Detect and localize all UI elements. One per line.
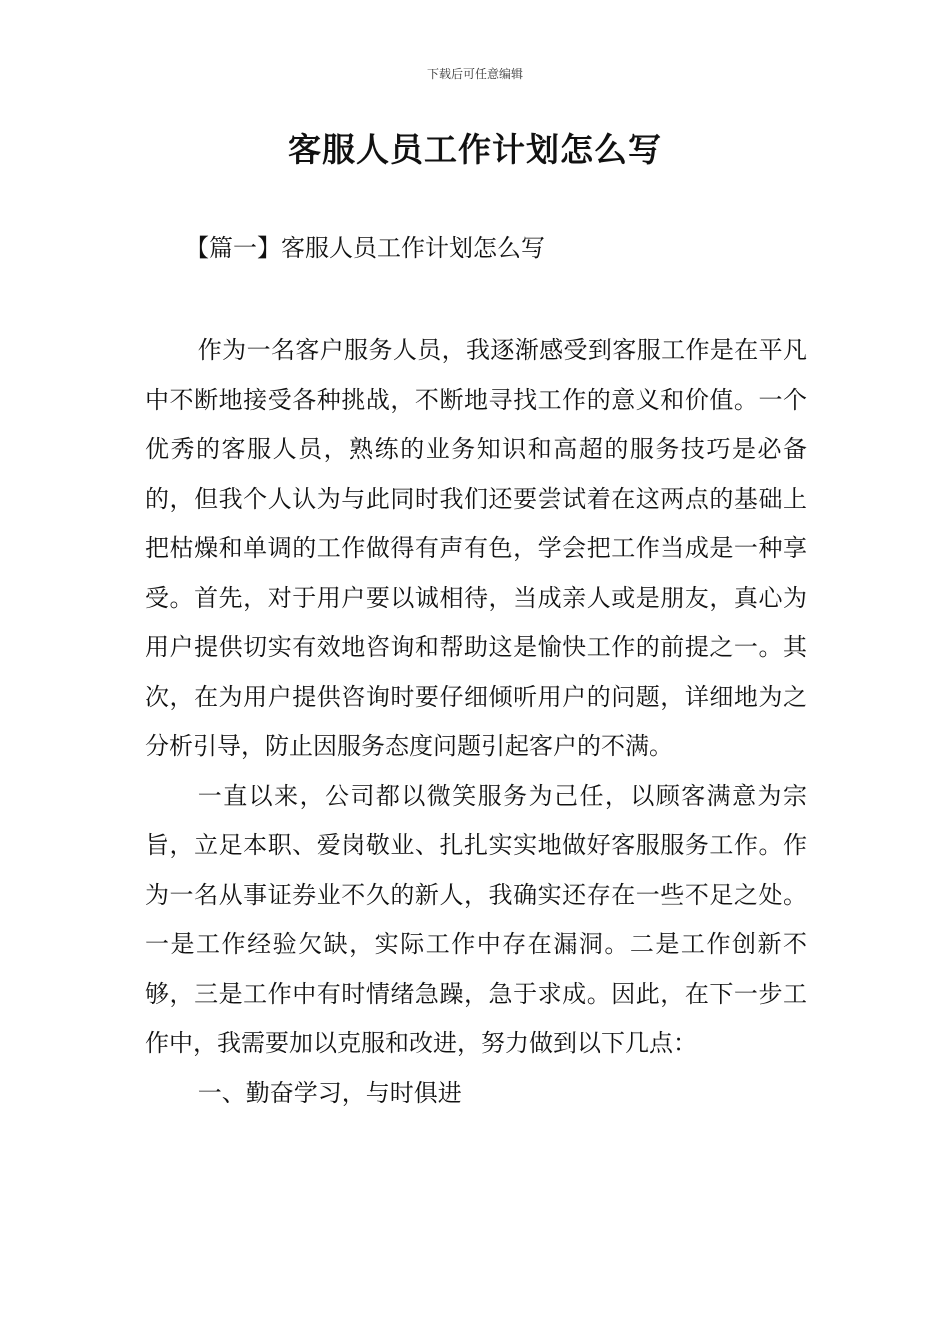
paragraph: 作为一名客户服务人员，我逐渐感受到客服工作是在平凡中不断地接受各种挑战，不断地寻找工作的意义和价值。一个优秀的客服人员，熟练的业务知识和高超的服务技巧是必备的，但我个人认为与此同时我们还要尝试着在这两点的基础上把枯燥和单调的工作做得有声有色，学会把工作当成是一种享受。首先，对于用户要以诚相待，当成亲人或是朋友，真心为用户提供切实有效地咨询和帮助这是愉快工作的前提之一。其次，在为用户提供咨询时要仔细倾听用户的问题，详细地为之分析引导，防止因服务态度问题引起客户的不满。	[145, 336, 807, 760]
document-title: 客服人员工作计划怎么写	[288, 130, 662, 169]
header-note: 下载后可任意编辑	[426, 67, 523, 81]
paragraph: 一直以来，公司都以微笑服务为己任，以顾客满意为宗旨，立足本职、爱岗敬业、扎扎实实地做好客服服务工作。作为一名从事证券业不久的新人，我确实还存在一些不足之处。一是工作经验欠缺，实际工作中存在漏洞。二是工作创新不够，三是工作中有时情绪急躁，急于求成。因此，在下一步工作中，我需要加以克服和改进，努力做到以下几点：	[145, 781, 807, 1057]
section-title: 【篇一】客服人员工作计划怎么写	[185, 234, 545, 262]
document-body	[145, 326, 807, 1118]
subheading: 一、勤奋学习，与时俱进	[197, 1078, 462, 1107]
